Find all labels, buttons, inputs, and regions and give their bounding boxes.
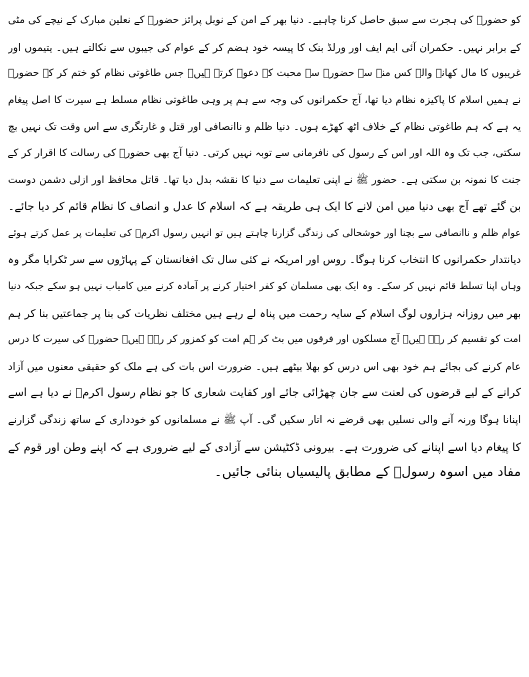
article-line-3: غریبوں کا مال کھانے والے کس منہ سے حضورؐ سے محبت کے دعوے کرتے ہیں۔ جس طاغوتی نظام کو ختم کر کے حضورؐ: [8, 68, 521, 80]
article-line-6: سکتی، جب تک وہ اللہ اور اس کے رسول کی نافرمانی سے توبہ نہیں کرتی۔ دنیا آج بھی حضورؐ کی رسالت کا اقرار کر کے: [8, 147, 521, 159]
article-line-16: اپنانا ہوگا ورنہ آنے والی نسلیں بھی قرضے نہ اتار سکیں گی۔ آپ ﷺ نے مسلمانوں کو خودداری کے ساتھ زندگی گزارنے: [8, 413, 521, 426]
article-line-15: کرانے کے لیے قرضوں کی لعنت سے جان چھڑائی جائے اور کفایت شعاری کا جو نظام رسول اکرمؐ نے دیا ہے اسے: [8, 386, 521, 400]
article-line-13: امت کو تقسیم کر رہے ہیں۔ آج مسلکوں اور فرقوں میں بٹ کر ہم امت کو کمزور کر رہے ہیں۔ حضورؐ کی سیرت کا درس: [8, 334, 521, 346]
article-line-9: عوام ظلم و ناانصافی سے بچنا اور خوشحالی کی زندگی گزارنا چاہتے ہیں تو انہیں رسول اکرمؐ کی تعلیمات پر عمل کرتے ہوئے: [8, 227, 521, 239]
article-line-18: مفاد میں اسوہ رسولؐ کے مطابق پالیسیاں بنائی جائیں۔: [214, 465, 521, 481]
article-line-2: کے برابر نہیں۔ حکمران آئی ایم ایف اور ورلڈ بنک کا پیسہ خود ہضم کر کے عوام کی جیبوں سے نکالتے ہیں۔ یتیموں اور: [8, 41, 521, 54]
article-line-5: یہ ہے کہ ہم طاغوتی نظام کے خلاف اٹھ کھڑے ہوں۔ دنیا ظلم و ناانصافی اور قتل و غارتگری سے اس وقت تک نہیں بچ: [8, 121, 521, 134]
article-line-14: عام کرنے کی بجائے ہم خود بھی اس درس کو بھلا بیٹھے ہیں۔ ضرورت اس بات کی ہے ملک کو حقیقی معنوں میں آزاد: [8, 360, 521, 373]
article-line-11: وہاں اپنا تسلط قائم نہیں کر سکے۔ وہ ایک بھی مسلمان کو کفر اختیار کرنے پر آمادہ کرنے میں کامیاب نہیں ہو سکے جبکہ دنیا: [8, 280, 521, 292]
article-line-4: نے ہمیں اسلام کا پاکیزہ نظام دیا تھا، آج حکمرانوں کی وجہ سے ہم پر وہی طاغوتی نظام مسلط ہے سیرت کا اصل پیغام: [8, 94, 521, 106]
article-line-8: بن گئے تھے آج بھی دنیا میں امن لانے کا ایک ہی طریقہ ہے کہ اسلام کا عدل و انصاف کا نظام قائم کر دیا جائے۔: [8, 200, 521, 214]
article-body: [8, 8, 521, 487]
article-line-12: بھر میں روزانہ ہزاروں لوگ اسلام کے سایہ رحمت میں پناہ لے رہے ہیں مختلف نظریات کی بنا پر جماعتیں بنا کر ہم: [8, 307, 521, 320]
article-line-7: جنت کا نمونہ بن سکتی ہے۔ حضور ﷺ نے اپنی تعلیمات سے دنیا کا نقشہ بدل دیا تھا۔ قاتل محافظ اور ازلی دشمن دوست: [8, 174, 521, 186]
article-line-17: کا پیغام دیا اسے اپنانے کی ضرورت ہے۔ بیرونی ڈکٹیشن سے آزادی کے لیے ضروری ہے کہ اپنے وطن اور قوم کے: [8, 439, 521, 454]
article-line-1: کو حضورؐ کی ہجرت سے سبق حاصل کرنا چاہیے۔ دنیا بھر کے امن کے نوبل پرائز حضورؐ کے نعلین مبارک کے نیچے کی مٹی: [8, 15, 521, 26]
article-line-10: دیانتدار حکمرانوں کا انتخاب کرنا ہوگا۔ روس اور امریکہ نے کئی سال تک افغانستان کے پہاڑوں سے سر ٹکرایا مگر وہ: [8, 254, 521, 267]
